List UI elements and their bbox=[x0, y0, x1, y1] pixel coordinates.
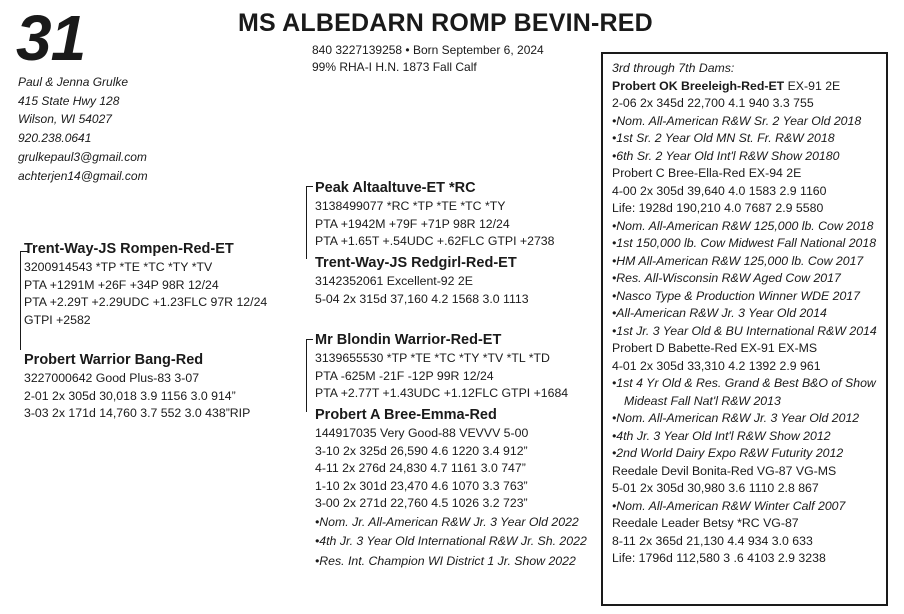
dam-entry-name: Reedale Devil Bonita-Red bbox=[612, 463, 754, 478]
sire-line: PTA +2.29T +2.29UDC +1.23FLC 97R 12/24 bbox=[24, 295, 268, 310]
dam-entry-honor: •Nom. All-American R&W Jr. 3 Year Old 2012 bbox=[612, 411, 860, 425]
dam-line: 3-03 2x 171d 14,760 3.7 552 3.0 438”RIP bbox=[24, 406, 251, 421]
dam-dam-line: 3-10 2x 325d 26,590 4.6 1220 3.4 912” bbox=[315, 443, 528, 458]
id-block bbox=[312, 42, 544, 76]
dam-block bbox=[24, 351, 250, 423]
dams-heading: 3rd through 7th Dams: bbox=[612, 61, 735, 75]
owner-name: Paul & Jenna Grulke bbox=[18, 75, 129, 89]
dam-entry-class: VG-87 bbox=[763, 516, 799, 530]
dam-entry-honor: •All-American R&W Jr. 3 Year Old 2014 bbox=[612, 306, 827, 320]
dam-entry-honor: •Nom. All-American R&W 125,000 lb. Cow 2018 bbox=[612, 218, 874, 233]
dam-name: Probert Warrior Bang-Red bbox=[24, 352, 204, 368]
sire-sire-line: PTA +1942M +79F +71P 98R 12/24 bbox=[315, 216, 510, 231]
sire-name: Trent-Way-JS Rompen-Red-ET bbox=[24, 241, 234, 257]
dam-entry-record: 4-00 2x 305d 39,640 4.0 1583 2.9 1160 bbox=[612, 183, 827, 198]
dam-entry-header bbox=[612, 463, 877, 481]
dam-entry-class: EX-94 2E bbox=[748, 166, 802, 180]
dam-entry-honor: •Nom. All-American R&W Winter Calf 2007 bbox=[612, 498, 846, 513]
dam-dam-block bbox=[315, 406, 587, 571]
bracket-dam-sire bbox=[306, 339, 313, 412]
dam-entry-honor: •1st Sr. 2 Year Old MN St. Fr. R&W 2018 bbox=[612, 131, 835, 145]
dam-dam-line: 144917035 Very Good-88 VEVVV 5-00 bbox=[315, 426, 529, 440]
dam-entry-honor: Mideast Fall Nat'l R&W 2013 bbox=[624, 393, 781, 408]
dam-entry-record: 8-11 2x 365d 21,130 4.4 934 3.0 633 bbox=[612, 533, 813, 548]
dam-entry-record: Life: 1928d 190,210 4.0 7687 2.9 5580 bbox=[612, 201, 824, 215]
dam-sire-line: PTA +2.77T +1.43UDC +1.12FLC GTPI +1684 bbox=[315, 386, 569, 401]
dam-entry-name: Reedale Leader Betsy *RC bbox=[612, 516, 760, 530]
dam-entry-honor: •1st Jr. 3 Year Old & BU International R&W 2014 bbox=[612, 323, 877, 338]
sire-dam-line: 3142352061 Excellent-92 2E bbox=[315, 274, 473, 288]
dam-dam-honor: •Res. Int. Champion WI District 1 Jr. Show 2022 bbox=[315, 553, 576, 568]
dam-entry-honor: •6th Sr. 2 Year Old Int'l R&W Show 20180 bbox=[612, 148, 840, 163]
dam-entry-class: VG-87 VG-MS bbox=[756, 463, 837, 478]
dam-dam-line: 1-10 2x 301d 23,470 4.6 1070 3.3 763” bbox=[315, 478, 528, 493]
dam-entry-record: 4-01 2x 305d 33,310 4.2 1392 2.9 961 bbox=[612, 358, 821, 373]
sire-dam-block bbox=[315, 254, 529, 308]
dam-entry-name: Probert D Babette-Red bbox=[612, 341, 738, 355]
owner-block bbox=[18, 73, 148, 185]
dam-sire-line: PTA -625M -21F -12P 99R 12/24 bbox=[315, 368, 494, 383]
sire-sire-block bbox=[315, 179, 554, 251]
owner-email-2[interactable]: achterjen14@gmail.com bbox=[18, 168, 148, 183]
dam-entry-name: Probert C Bree-Ella-Red bbox=[612, 166, 746, 180]
dam-entry-honor: •Nasco Type & Production Winner WDE 2017 bbox=[612, 288, 860, 303]
dam-entry-record: Life: 1796d 112,580 3 .6 4103 2.9 3238 bbox=[612, 551, 826, 565]
dam-entry-honor: •1st 150,000 lb. Cow Midwest Fall National 2018 bbox=[612, 236, 877, 250]
owner-email-1[interactable]: grulkepaul3@gmail.com bbox=[18, 149, 147, 164]
dam-entry-header bbox=[612, 78, 877, 96]
dam-line: 2-01 2x 305d 30,018 3.9 1156 3.0 914” bbox=[24, 388, 236, 403]
dam-dam-line: 4-11 2x 276d 24,830 4.7 1161 3.0 747” bbox=[315, 461, 526, 476]
dam-dam-honor: •4th Jr. 3 Year Old International R&W Jr. Sh. 2022 bbox=[315, 534, 587, 549]
dam-entry-honor: •2nd World Dairy Expo R&W Futurity 2012 bbox=[612, 446, 844, 460]
dam-entry-honor: •Nom. All-American R&W Sr. 2 Year Old 2018 bbox=[612, 113, 862, 128]
animal-title: MS ALBEDARN ROMP BEVIN-RED bbox=[238, 9, 653, 37]
owner-city: Wilson, WI 54027 bbox=[18, 112, 112, 127]
sire-sire-name: Peak Altaaltuve-ET *RC bbox=[315, 180, 476, 196]
dam-dam-honor: •Nom. Jr. All-American R&W Jr. 3 Year Old 2022 bbox=[315, 514, 579, 529]
dam-entry-honor: •1st 4 Yr Old & Res. Grand & Best B&O of Show bbox=[612, 376, 876, 390]
sire-sire-line: PTA +1.65T +.54UDC +.62FLC GTPI +2738 bbox=[315, 234, 555, 249]
dam-entry-class: EX-91 EX-MS bbox=[740, 341, 818, 355]
dam-entry-header bbox=[612, 515, 877, 533]
dam-sire-line: 3139655530 *TP *TE *TC *TY *TV *TL *TD bbox=[315, 351, 550, 365]
owner-phone: 920.238.0641 bbox=[18, 131, 92, 146]
dams-box bbox=[601, 52, 888, 606]
sire-dam-name: Trent-Way-JS Redgirl-Red-ET bbox=[315, 255, 517, 271]
sire-line: PTA +1291M +26F +34P 98R 12/24 bbox=[24, 277, 219, 292]
dam-entry-honor: •Res. All-Wisconsin R&W Aged Cow 2017 bbox=[612, 271, 841, 285]
dam-sire-name: Mr Blondin Warrior-Red-ET bbox=[315, 332, 502, 348]
dam-dam-line: 3-00 2x 271d 22,760 4.5 1026 3.2 723” bbox=[315, 496, 528, 511]
owner-address: 415 State Hwy 128 bbox=[18, 93, 120, 108]
dam-dam-name: Probert A Bree-Emma-Red bbox=[315, 407, 497, 423]
dam-line: 3227000642 Good Plus-83 3-07 bbox=[24, 371, 200, 385]
sire-sire-line: 3138499077 *RC *TP *TE *TC *TY bbox=[315, 199, 506, 213]
bracket-sire-sire bbox=[306, 186, 313, 259]
lot-number: 31 bbox=[16, 2, 86, 74]
dam-sire-block bbox=[315, 331, 568, 403]
dam-entry-class: EX-91 2E bbox=[787, 78, 841, 93]
dam-entry-record: 2-06 2x 345d 22,700 4.1 940 3.3 755 bbox=[612, 96, 814, 110]
dam-entry-header bbox=[612, 340, 877, 358]
dam-entry-record: 5-01 2x 305d 30,980 3.6 1110 2.8 867 bbox=[612, 481, 819, 495]
sire-dam-line: 5-04 2x 315d 37,160 4.2 1568 3.0 1113 bbox=[315, 291, 529, 306]
dam-entry-honor: •HM All-American R&W 125,000 lb. Cow 2017 bbox=[612, 253, 864, 268]
dam-entry-honor: •4th Jr. 3 Year Old Int'l R&W Show 2012 bbox=[612, 428, 831, 443]
id-line-registration: 840 3227139258 • Born September 6, 2024 bbox=[312, 43, 544, 57]
id-line-breed: 99% RHA-I H.N. 1873 Fall Calf bbox=[312, 60, 477, 74]
sire-line: GTPI +2582 bbox=[24, 312, 91, 327]
sire-line: 3200914543 *TP *TE *TC *TY *TV bbox=[24, 260, 213, 274]
dam-entry-header bbox=[612, 165, 877, 183]
dam-entry-name: Probert OK Breeleigh-Red-ET bbox=[612, 78, 785, 93]
sire-block bbox=[24, 240, 267, 329]
